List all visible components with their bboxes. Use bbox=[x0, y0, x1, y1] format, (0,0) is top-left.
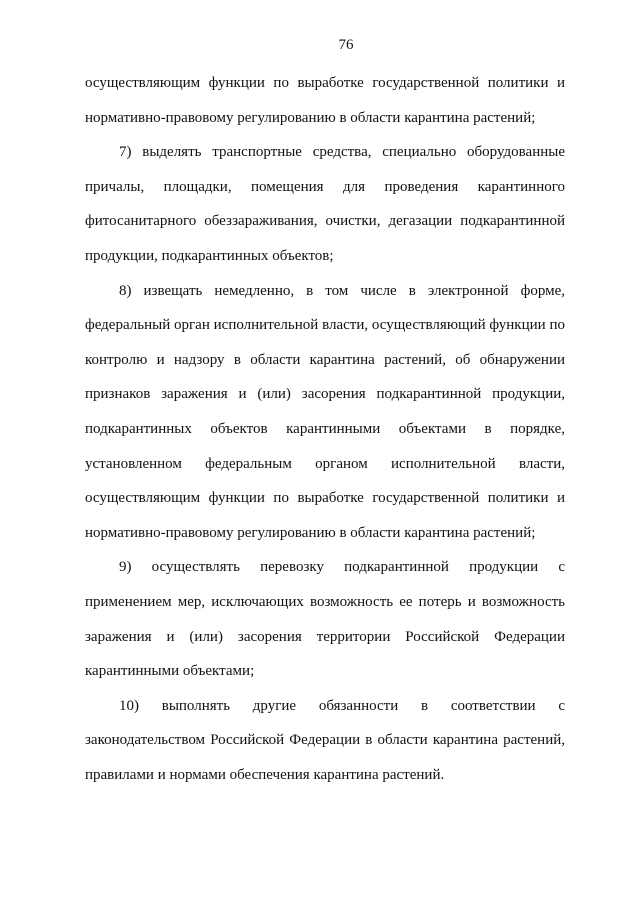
text-line: 7) выделять транспортные средства, специально оборудованные bbox=[119, 144, 565, 161]
paragraph-item-8 bbox=[85, 274, 565, 551]
paragraph-item-10 bbox=[85, 689, 565, 793]
text-line: подкарантинных объектов карантинными объектами в порядке, bbox=[85, 420, 565, 437]
text-line: 9) осуществлять перевозку подкарантинной продукции с bbox=[119, 559, 565, 576]
text-line: признаков заражения и (или) засорения подкарантинной продукции, bbox=[85, 386, 565, 403]
paragraph-item-9 bbox=[85, 550, 565, 688]
paragraph-item-7 bbox=[85, 135, 565, 273]
text-line: заражения и (или) засорения территории Российской Федерации bbox=[85, 628, 565, 645]
text-line: продукции, подкарантинных объектов; bbox=[85, 247, 334, 264]
text-line: осуществляющим функции по выработке государственной политики и bbox=[85, 490, 565, 507]
text-line: правилами и нормами обеспечения карантина растений. bbox=[85, 766, 445, 783]
text-line: федеральный орган исполнительной власти, осуществляющий функции по bbox=[85, 317, 565, 334]
text-line: осуществляющим функции по выработке государственной политики и bbox=[85, 75, 565, 91]
text-line: применением мер, исключающих возможность ее потерь и возможность bbox=[85, 593, 565, 610]
text-line: нормативно-правовому регулированию в области карантина растений; bbox=[85, 524, 536, 541]
text-line: законодательством Российской Федерации в области карантина растений, bbox=[85, 732, 565, 749]
text-line: фитосанитарного обеззараживания, очистки, дегазации подкарантинной bbox=[85, 213, 565, 230]
document-body bbox=[85, 66, 565, 792]
text-line: нормативно-правовому регулированию в области карантина растений; bbox=[85, 109, 536, 126]
text-line: установленном федеральным органом исполнительной власти, bbox=[85, 455, 565, 472]
text-line: контролю и надзору в области карантина растений, об обнаружении bbox=[85, 351, 565, 368]
text-line: 10) выполнять другие обязанности в соответствии с bbox=[119, 697, 565, 714]
page-number: 76 bbox=[338, 37, 354, 53]
text-line: 8) извещать немедленно, в том числе в электронной форме, bbox=[119, 282, 565, 299]
text-line: причалы, площадки, помещения для проведения карантинного bbox=[85, 178, 565, 195]
text-line: карантинными объектами; bbox=[85, 663, 255, 680]
paragraph-continuation bbox=[85, 66, 565, 135]
